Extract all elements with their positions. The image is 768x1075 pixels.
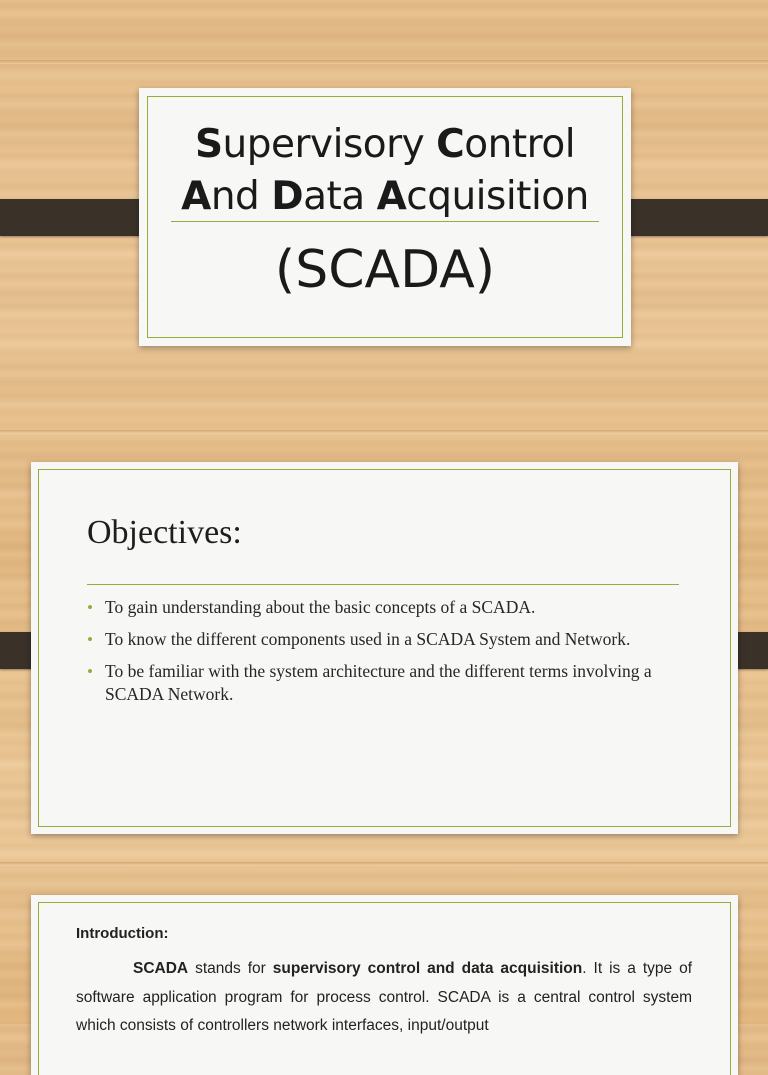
introduction-slide <box>31 895 738 1075</box>
objectives-heading: Objectives: <box>87 514 242 551</box>
list-item: • To know the different components used in a SCADA System and Network. <box>87 629 631 649</box>
title-slide <box>139 88 631 346</box>
acronym-title: (SCADA) <box>274 240 496 300</box>
list-item: • To gain understanding about the basic concepts of a SCADA. <box>87 597 536 617</box>
title-divider <box>171 221 599 222</box>
objectives-list <box>87 596 687 715</box>
bullet-icon: • <box>87 662 93 681</box>
heading-divider <box>87 584 679 585</box>
introduction-paragraph: SCADA stands for supervisory control and data acquisition. It is a type of software application program for process control. SCADA is a central control system which consists of controllers network interfaces, input/output <box>76 960 692 1034</box>
binder-clip-left <box>0 199 155 236</box>
wood-grain <box>0 862 768 866</box>
wood-grain <box>0 430 768 434</box>
binder-clip-right <box>614 199 768 236</box>
bullet-icon: • <box>87 598 93 617</box>
introduction-heading: Introduction: <box>76 925 169 942</box>
title-line-2: And Data Acquisition <box>181 174 589 219</box>
title-line-1: Supervisory Control <box>194 122 576 167</box>
wood-grain <box>0 60 768 64</box>
objectives-slide <box>31 462 738 834</box>
bullet-icon: • <box>87 630 93 649</box>
list-item: • To be familiar with the system architecture and the different terms involving a SCADA Network. <box>87 661 652 704</box>
